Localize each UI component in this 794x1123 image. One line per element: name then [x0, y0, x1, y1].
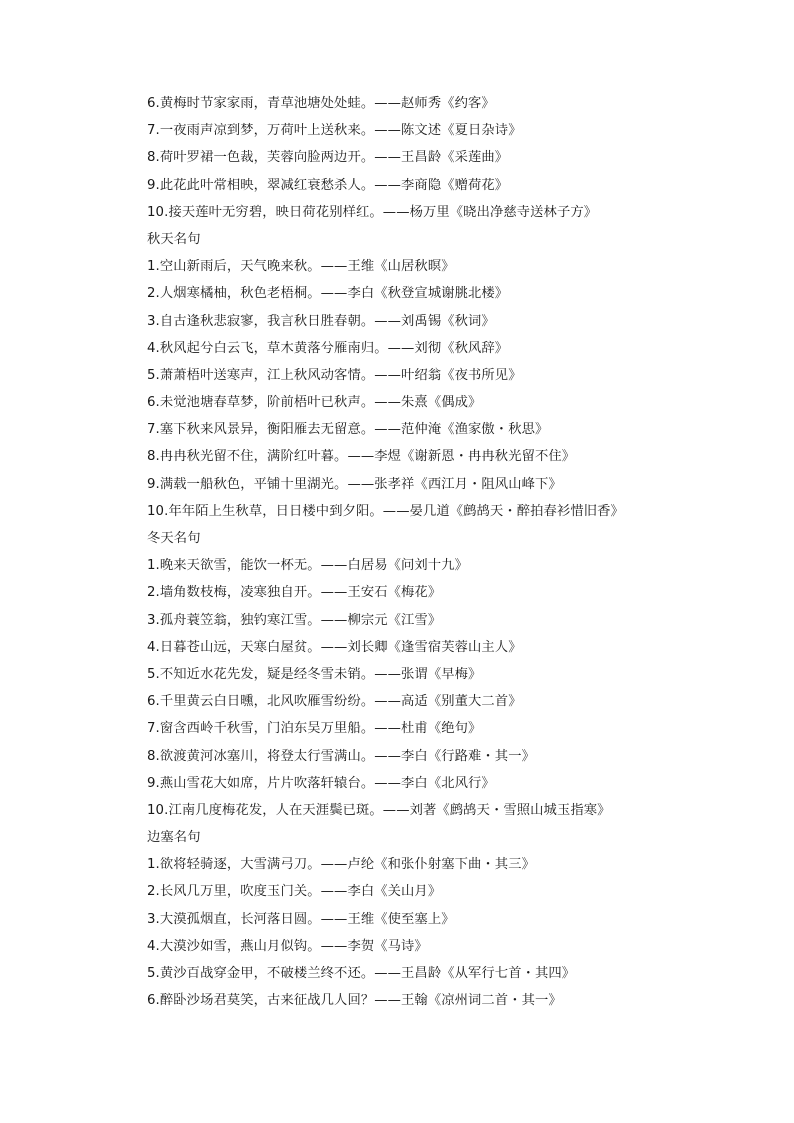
section-heading-winter: 冬天名句	[147, 531, 201, 546]
section-heading-frontier: 边塞名句	[147, 830, 201, 846]
poem-line-frontier-6: 6.醉卧沙场君莫笑，古来征战几人回？——王翰《凉州词二首・其一》	[147, 993, 562, 1009]
poem-line-winter-1: 1.晚来天欲雪，能饮一杯无。——白居易《问刘十九》	[147, 558, 469, 574]
poem-line-autumn-3: 3.自古逢秋悲寂寥，我言秋日胜春朝。——刘禹锡《秋词》	[147, 313, 495, 329]
poem-line-winter-8: 8.欲渡黄河冰塞川，将登太行雪满山。——李白《行路难・其一》	[147, 748, 535, 764]
poem-line-autumn-2: 2.人烟寒橘柚，秋色老梧桐。——李白《秋登宣城谢朓北楼》	[147, 286, 509, 302]
poem-line-winter-2: 2.墙角数枝梅，凌寒独自开。——王安石《梅花》	[147, 585, 442, 601]
poem-line-winter-5: 5.不知近水花先发，疑是经冬雪未销。——张谓《早梅》	[147, 666, 482, 682]
poem-line-winter-4: 4.日暮苍山远，天寒白屋贫。——刘长卿《逢雪宿芙蓉山主人》	[147, 639, 522, 655]
poem-line-autumn-6: 6.未觉池塘春草梦，阶前梧叶已秋声。——朱熹《偶成》	[147, 395, 482, 411]
poem-line-frontier-1: 1.欲将轻骑逐，大雪满弓刀。——卢纶《和张仆射塞下曲・其三》	[147, 857, 535, 873]
poem-line-frontier-5: 5.黄沙百战穿金甲，不破楼兰终不还。——王昌龄《从军行七首・其四》	[147, 966, 576, 981]
poem-line-autumn-9: 9.满载一船秋色，平铺十里湖光。——张孝祥《西江月・阻风山峰下》	[147, 476, 562, 492]
poem-line-summer-6: 6.黄梅时节家家雨，青草池塘处处蛙。——赵师秀《约客》	[147, 96, 495, 111]
section-heading-autumn: 秋天名句	[147, 231, 201, 247]
poem-line-frontier-3: 3.大漠孤烟直，长河落日圆。——王维《使至塞上》	[147, 911, 455, 927]
poem-line-autumn-7: 7.塞下秋来风景异，衡阳雁去无留意。——范仲淹《渔家傲・秋思》	[147, 422, 549, 438]
poem-line-autumn-10: 10.年年陌上生秋草，日日楼中到夕阳。——晏几道《鹧鸪天・醉拍春衫惜旧香》	[147, 503, 624, 519]
poem-line-winter-3: 3.孤舟蓑笠翁，独钓寒江雪。——柳宗元《江雪》	[147, 612, 442, 628]
poem-line-winter-7: 7.窗含西岭千秋雪，门泊东吴万里船。——杜甫《绝句》	[147, 721, 482, 737]
poem-line-summer-10: 10.接天莲叶无穷碧，映日荷花别样红。——杨万里《晓出净慈寺送林子方》	[147, 204, 598, 220]
poem-line-summer-9: 9.此花此叶常相映，翠减红衰愁杀人。——李商隐《赠荷花》	[147, 177, 509, 193]
poem-line-autumn-1: 1.空山新雨后，天气晚来秋。——王维《山居秋暝》	[147, 259, 455, 275]
poem-line-autumn-4: 4.秋风起兮白云飞，草木黄落兮雁南归。——刘彻《秋风辞》	[147, 340, 509, 356]
poem-line-winter-9: 9.燕山雪花大如席，片片吹落轩辕台。——李白《北风行》	[147, 775, 495, 791]
poem-line-summer-7: 7.一夜雨声凉到梦，万荷叶上送秋来。——陈文述《夏日杂诗》	[147, 123, 522, 139]
poem-line-autumn-8: 8.冉冉秋光留不住，满阶红叶暮。——李煜《谢新恩・冉冉秋光留不住》	[147, 449, 576, 465]
poem-line-summer-8: 8.荷叶罗裙一色裁，芙蓉向脸两边开。——王昌龄《采莲曲》	[147, 150, 509, 166]
poem-line-winter-10: 10.江南几度梅花发，人在天涯鬓已斑。——刘著《鹧鸪天・雪照山城玉指寒》	[147, 802, 611, 818]
poem-line-winter-6: 6.千里黄云白日曛，北风吹雁雪纷纷。——高适《别董大二首》	[147, 694, 522, 710]
poem-line-autumn-5: 5.萧萧梧叶送寒声，江上秋风动客情。——叶绍翁《夜书所见》	[147, 367, 522, 383]
poem-line-frontier-4: 4.大漠沙如雪，燕山月似钩。——李贺《马诗》	[147, 938, 428, 954]
poem-line-frontier-2: 2.长风几万里，吹度玉门关。——李白《关山月》	[147, 884, 442, 900]
document-page	[147, 93, 747, 1017]
